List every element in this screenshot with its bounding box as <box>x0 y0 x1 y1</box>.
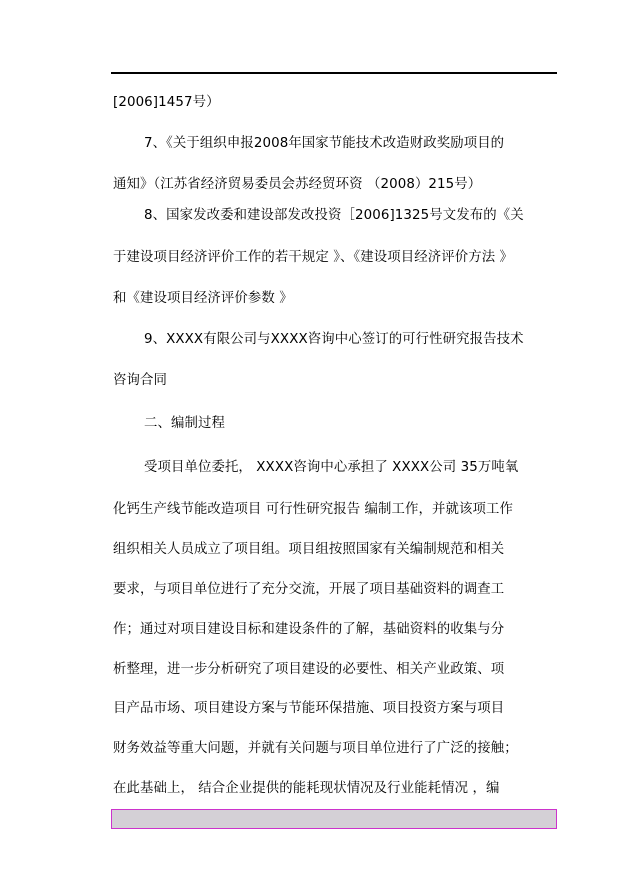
text-line: 7、《关于组织申报2008年国家节能技术改造财政奖励项目的 <box>144 136 505 151</box>
text-line: 化钙生产线节能改造项目 可行性研究报告 编制工作，并就该项工作 <box>113 502 513 517</box>
text-line: [2006]1457号） <box>113 95 220 110</box>
footer-bar <box>111 809 557 829</box>
text-line: 要求，与项目单位进行了充分交流，开展了项目基础资料的调查工 <box>113 582 505 597</box>
text-line: 作；通过对项目建设目标和建设条件的了解，基础资料的收集与分 <box>113 622 505 637</box>
text-line: 析整理，进一步分析研究了项目建设的必要性、相关产业政策、项 <box>113 662 505 677</box>
text-line: 受项目单位委托， XXXX咨询中心承担了 XXXX公司 35万吨氧 <box>144 460 519 475</box>
text-line: 在此基础上， 结合企业提供的能耗现状情况及行业能耗情况 ，编 <box>113 781 500 796</box>
header-rule <box>111 72 557 74</box>
text-line: 和《建设项目经济评价参数 》 <box>113 291 293 306</box>
text-line: 咨询合同 <box>113 373 167 388</box>
text-line: 组织相关人员成立了项目组。项目组按照国家有关编制规范和相关 <box>113 542 505 557</box>
text-line: 财务效益等重大问题，并就有关问题与项目单位进行了广泛的接触； <box>113 741 518 756</box>
text-line: 8、国家发改委和建设部发改投资［2006]1325号文发布的《关 <box>144 208 524 223</box>
section-heading: 二、编制过程 <box>144 416 225 431</box>
text-line: 9、XXXX有限公司与XXXX咨询中心签订的可行性研究报告技术 <box>144 332 524 347</box>
text-line: 于建设项目经济评价工作的若干规定 》、《建设项目经济评价方法 》 <box>113 250 514 265</box>
text-line: 通知》（江苏省经济贸易委员会苏经贸环资 （2008）215号） <box>113 177 482 192</box>
text-line: 目产品市场、项目建设方案与节能环保措施、项目投资方案与项目 <box>113 701 505 716</box>
